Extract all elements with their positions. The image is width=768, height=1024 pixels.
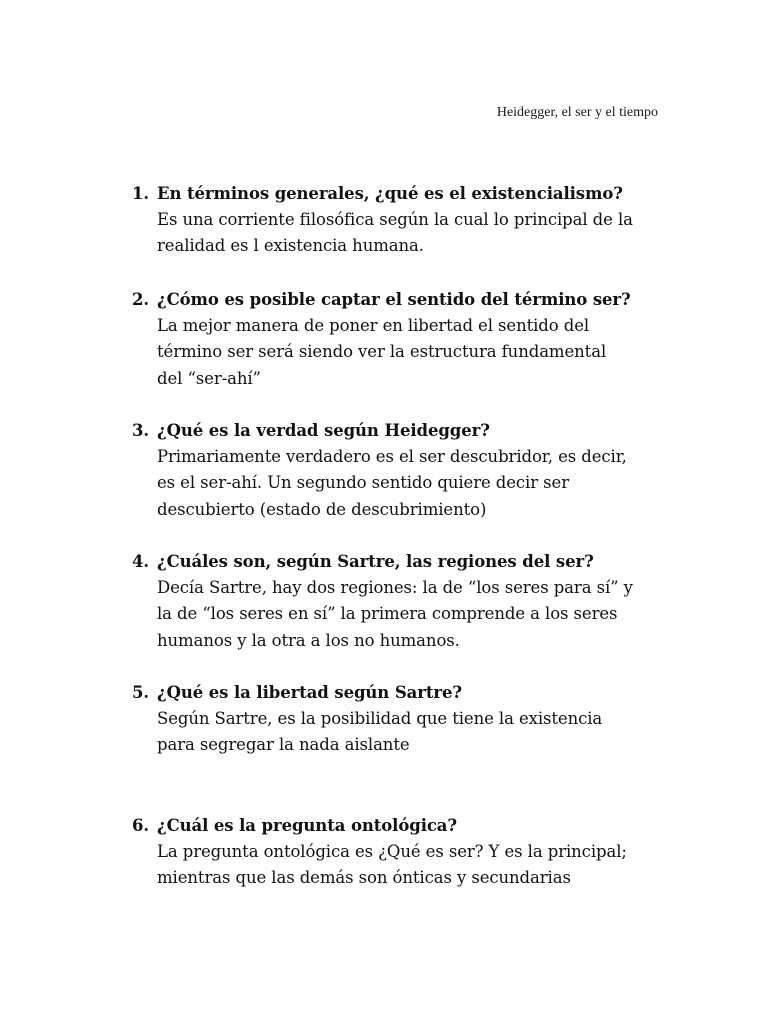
- question-1: [132, 181, 692, 207]
- running-header: Heidegger, el ser y el tiempo: [496, 105, 658, 120]
- answer-3: Primariamente verdadero es el ser descubridor, es decir, es el ser-ahí. Un segundo sentido quiere decir ser descubierto (estado de descubrimiento): [157, 447, 627, 519]
- qa-item-1: [132, 181, 692, 260]
- answer-1: Es una corriente filosófica según la cual lo principal de la realidad es l existencia humana.: [157, 210, 633, 256]
- question-2: [132, 287, 692, 313]
- question-number: 3.: [132, 421, 150, 440]
- qa-item-6: [132, 813, 692, 892]
- question-number: 2.: [132, 290, 150, 309]
- answer-5: Según Sartre, es la posibilidad que tiene la existencia para segregar la nada aislante: [157, 709, 603, 755]
- question-text: ¿Qué es la verdad según Heidegger?: [157, 421, 490, 440]
- question-4: [132, 549, 692, 575]
- question-3: [132, 418, 692, 444]
- qa-item-5: [132, 680, 692, 759]
- question-text: En términos generales, ¿qué es el existencialismo?: [157, 184, 623, 203]
- question-text: ¿Cuáles son, según Sartre, las regiones del ser?: [157, 552, 594, 571]
- question-text: ¿Cómo es posible captar el sentido del término ser?: [157, 290, 631, 309]
- qa-item-4: [132, 549, 692, 654]
- question-number: 5.: [132, 683, 150, 702]
- question-number: 4.: [132, 552, 150, 571]
- qa-item-2: [132, 287, 692, 392]
- qa-item-3: [132, 418, 692, 523]
- question-text: ¿Cuál es la pregunta ontológica?: [157, 816, 457, 835]
- question-number: 1.: [132, 184, 150, 203]
- question-5: [132, 680, 692, 706]
- question-6: [132, 813, 692, 839]
- answer-6: La pregunta ontológica es ¿Qué es ser? Y es la principal; mientras que las demás son ónticas y secundarias: [157, 842, 627, 888]
- answer-4: Decía Sartre, hay dos regiones: la de “los seres para sí” y la de “los seres en sí” la primera comprende a los seres humanos y la otra a los no humanos.: [157, 578, 633, 650]
- question-text: ¿Qué es la libertad según Sartre?: [157, 683, 462, 702]
- answer-2: La mejor manera de poner en libertad el sentido del término ser será siendo ver la estructura fundamental del “ser-ahí”: [157, 316, 607, 388]
- question-number: 6.: [132, 816, 150, 835]
